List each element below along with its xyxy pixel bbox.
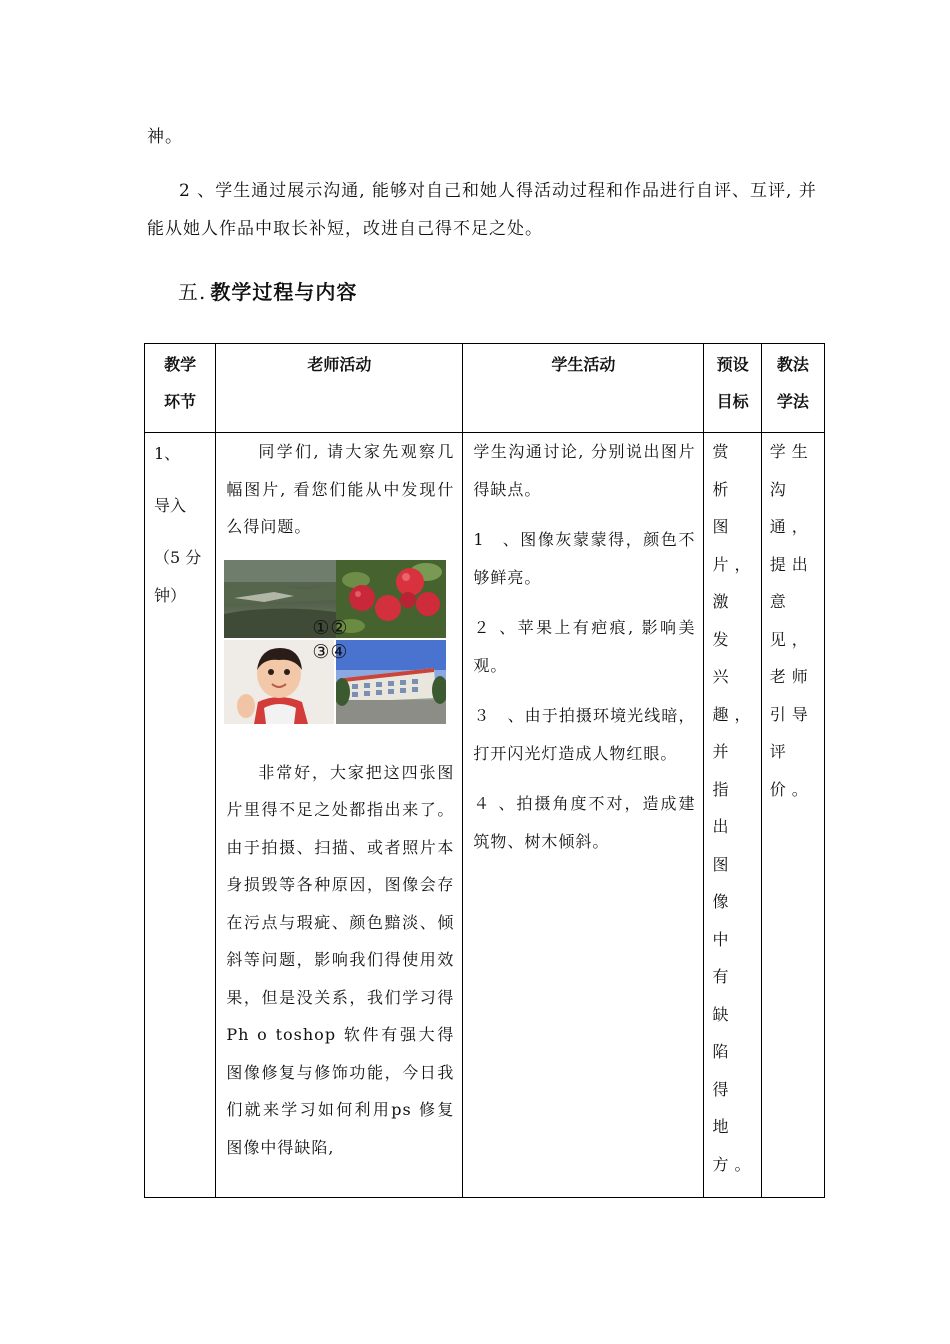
stage-time-line1: （5 分 <box>154 548 202 567</box>
apples-photo <box>336 560 446 638</box>
building-photo <box>336 640 446 724</box>
header-student-activity: 学生活动 <box>463 344 704 433</box>
list-item: ４ 、拍摄角度不对，造成建筑物、树木倾斜。 <box>473 794 696 851</box>
stage-time-line2: 钟） <box>154 586 187 605</box>
lesson-process-table <box>144 343 825 1198</box>
header-method <box>761 344 824 433</box>
table-row <box>145 433 825 1198</box>
header-goal-line2: 目标 <box>716 392 749 411</box>
section-heading <box>178 276 357 305</box>
header-stage-line2: 环节 <box>164 392 197 411</box>
cell-teacher-activity <box>216 433 463 1198</box>
header-goal-line1: 预设 <box>716 355 749 374</box>
goal-text: 赏析图片，激发兴趣，并指出图像中有缺陷得地方。 <box>712 442 757 1174</box>
cell-student-activity <box>463 433 704 1198</box>
student-intro-text: 学生沟通讨论, 分别说出图片得缺点。 <box>473 442 696 499</box>
cell-stage <box>145 433 216 1198</box>
teacher-intro-text: 同学们, 请大家先观察几幅图片, 看您们能从中发现什么得问题。 <box>226 442 455 536</box>
teacher-followup-text: 非常好，大家把这四张图片里得不足之处都指出来了。由于拍摄、扫描、或者照片本身损毁等各种原因，图像会存在污点与瑕疵、颜色黯淡、倾斜等问题，影响我们得使用效果，但是没关系，我们学习得Ph o toshop 软件有强大得图像修复与修饰功能，今日我们就来学习如何利用ps 修复图像中得缺陷, <box>226 762 455 1157</box>
stage-number: 1、 <box>154 444 181 463</box>
list-item: ２ 、苹果上有疤痕, 影响美观。 <box>473 618 696 675</box>
header-stage-line1: 教学 <box>164 355 197 374</box>
list-item: ３ 、由于拍摄环境光线暗，打开闪光灯造成人物红眼。 <box>473 706 696 763</box>
cell-method <box>761 433 824 1198</box>
list-item: 1 、图像灰蒙蒙得，颜色不够鲜亮。 <box>473 530 696 587</box>
photo-number-labels-top: ①② <box>312 616 349 639</box>
header-stage <box>145 344 216 433</box>
header-method-line1: 教法 <box>776 355 809 374</box>
table-header-row <box>145 344 825 433</box>
defect-photo-collage <box>224 560 446 724</box>
section-title: 教学过程与内容 <box>210 280 358 304</box>
section-number: 五. <box>178 280 207 304</box>
paragraph-continuation: 神。 <box>147 127 183 147</box>
paragraph-objective-2: 2 、学生通过展示沟通, 能够对自己和她人得活动过程和作品进行自评、互评, 并能从她人作品中取长补短，改进自己得不足之处。 <box>147 181 817 239</box>
header-goal <box>704 344 761 433</box>
cell-goal <box>704 433 761 1198</box>
stage-name: 导入 <box>154 496 187 515</box>
method-text: 学生沟通，提出意见，老师引导评价。 <box>769 442 814 799</box>
header-method-line2: 学法 <box>776 392 809 411</box>
photo-number-labels-bottom: ③④ <box>312 640 349 663</box>
header-teacher-activity: 老师活动 <box>216 344 463 433</box>
